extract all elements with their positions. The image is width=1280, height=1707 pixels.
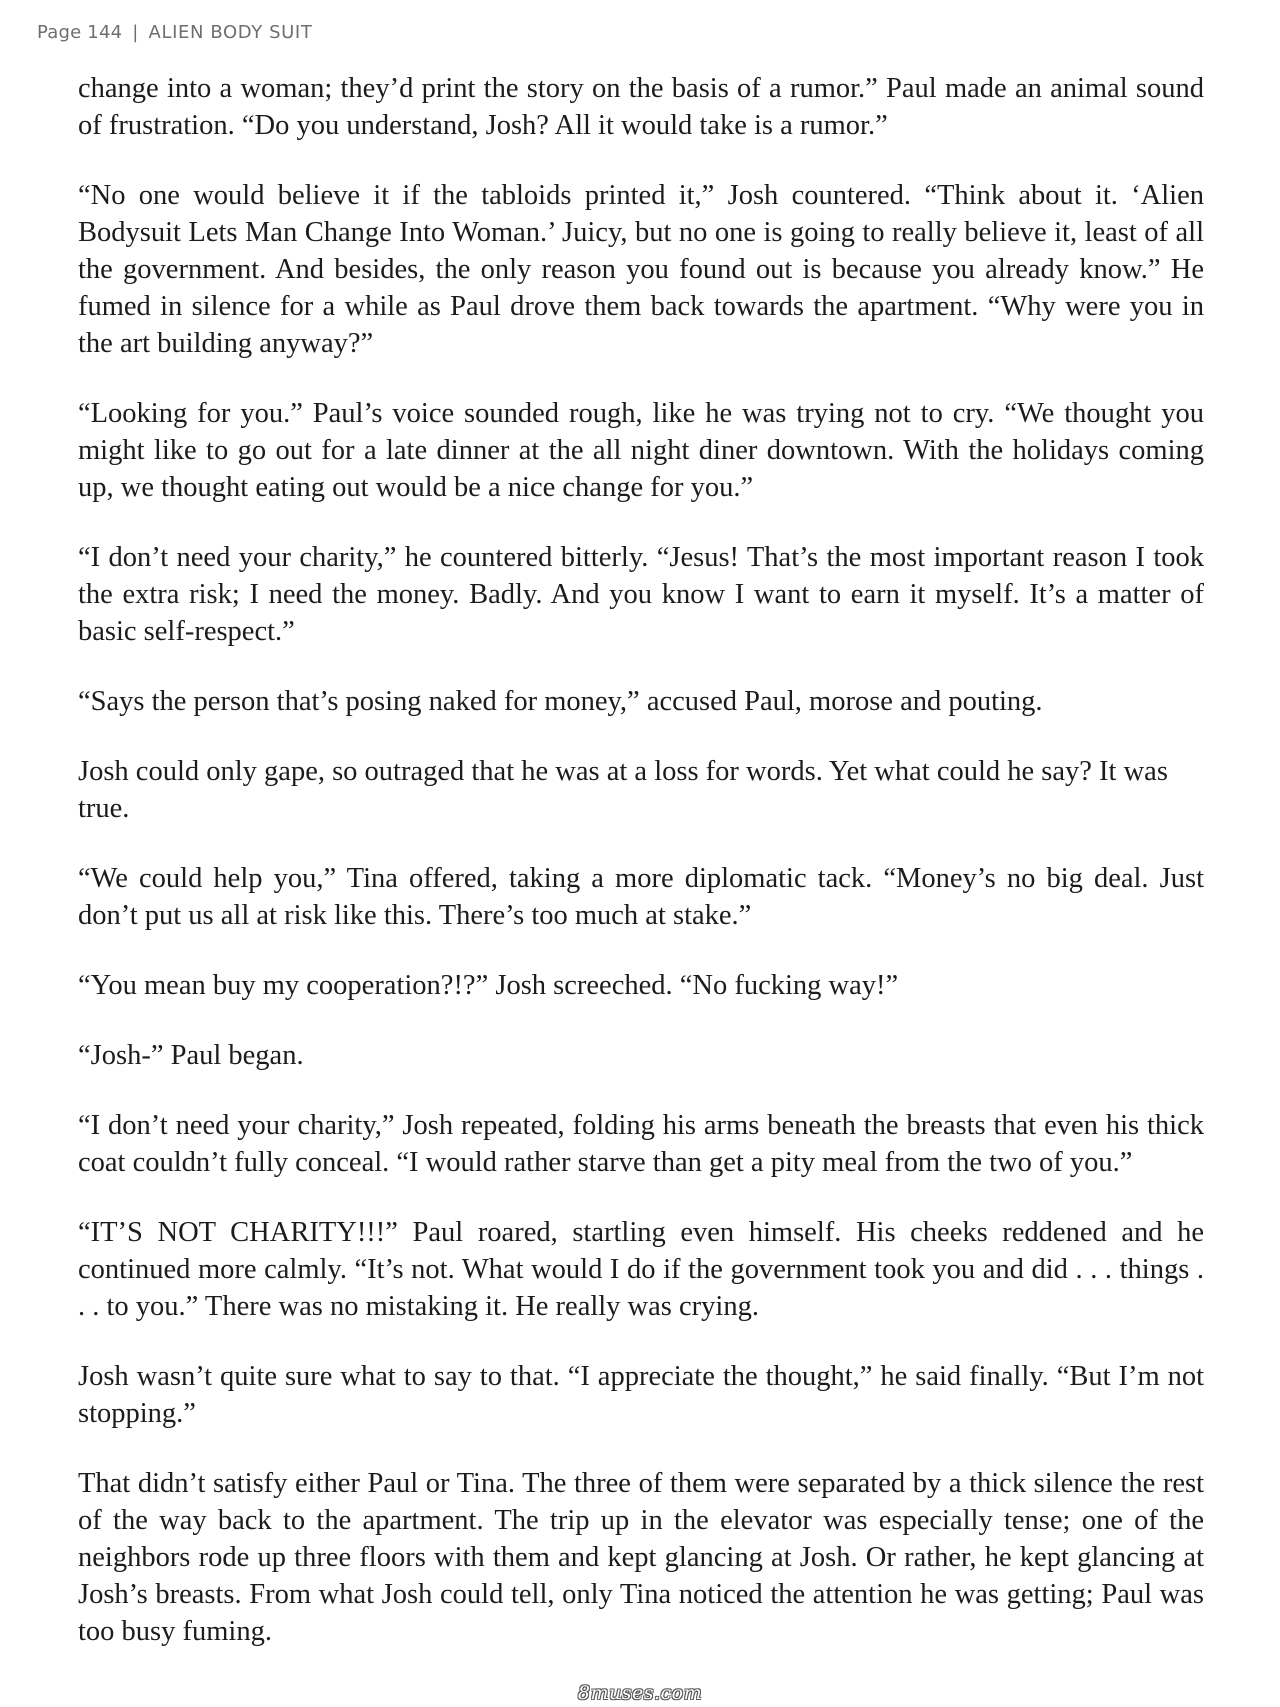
paragraph: Josh wasn’t quite sure what to say to that. “I appreciate the thought,” he said finally. “But I’m not stopping.”	[78, 1361, 1204, 1429]
paragraph: “I don’t need your charity,” Josh repeated, folding his arms beneath the breasts that even his thick coat couldn’t fully conceal. “I would rather starve than get a pity meal from the two of you.”	[78, 1110, 1204, 1178]
paragraph: “I don’t need your charity,” he countered bitterly. “Jesus! That’s the most important reason I took the extra risk; I need the money. Badly. And you know I want to earn it myself. It’s a matter of basic self-respect.”	[78, 542, 1204, 647]
paragraph: That didn’t satisfy either Paul or Tina. The three of them were separated by a thick silence the rest of the way back to the apartment. The trip up in the elevator was especially tense; one of the neighbors rode up three floors with them and kept glancing at Josh. Or rather, he kept glancing at Josh’s breasts. From what Josh could tell, only Tina noticed the attention he was getting; Paul was too busy fuming.	[78, 1468, 1204, 1647]
paragraph: “Looking for you.” Paul’s voice sounded rough, like he was trying not to cry. “We thought you might like to go out for a late dinner at the all night diner downtown. With the holidays coming up, we thought eating out would be a nice change for you.”	[78, 398, 1204, 503]
paragraph: “We could help you,” Tina offered, taking a more diplomatic tack. “Money’s no big deal. Just don’t put us all at risk like this. There’s too much at stake.”	[78, 863, 1204, 931]
paragraph: “Josh-” Paul began.	[78, 1040, 304, 1071]
paragraph: “You mean buy my cooperation?!?” Josh screeched. “No fucking way!”	[78, 970, 899, 1001]
paragraph: “IT’S NOT CHARITY!!!” Paul roared, startling even himself. His cheeks reddened and he continued more calmly. “It’s not. What would I do if the government took you and did . . . things . . . to you.” There was no mistaking it. He really was crying.	[78, 1217, 1204, 1322]
paragraph: change into a woman; they’d print the story on the basis of a rumor.” Paul made an animal sound of frustration. “Do you understand, Josh? All it would take is a rumor.”	[78, 73, 1204, 141]
running-header	[37, 22, 312, 43]
book-title: ALIEN BODY SUIT	[148, 22, 313, 43]
paragraph: Josh could only gape, so outraged that he was at a loss for words. Yet what could he say? It was true.	[78, 756, 1168, 824]
body-text	[78, 70, 1204, 1683]
paragraph: “No one would believe it if the tabloids printed it,” Josh countered. “Think about it. ‘Alien Bodysuit Lets Man Change Into Woman.’ Juicy, but no one is going to really believe it, least of all the government. And besides, the only reason you found out is because you already know.” He fumed in silence for a while as Paul drove them back towards the apartment. “Why were you in the art building anyway?”	[78, 180, 1204, 359]
paragraph: “Says the person that’s posing naked for money,” accused Paul, morose and pouting.	[78, 686, 1043, 717]
header-separator: |	[132, 22, 139, 43]
site-watermark: 8muses.com	[577, 1682, 703, 1704]
page-number: Page 144	[37, 22, 123, 43]
